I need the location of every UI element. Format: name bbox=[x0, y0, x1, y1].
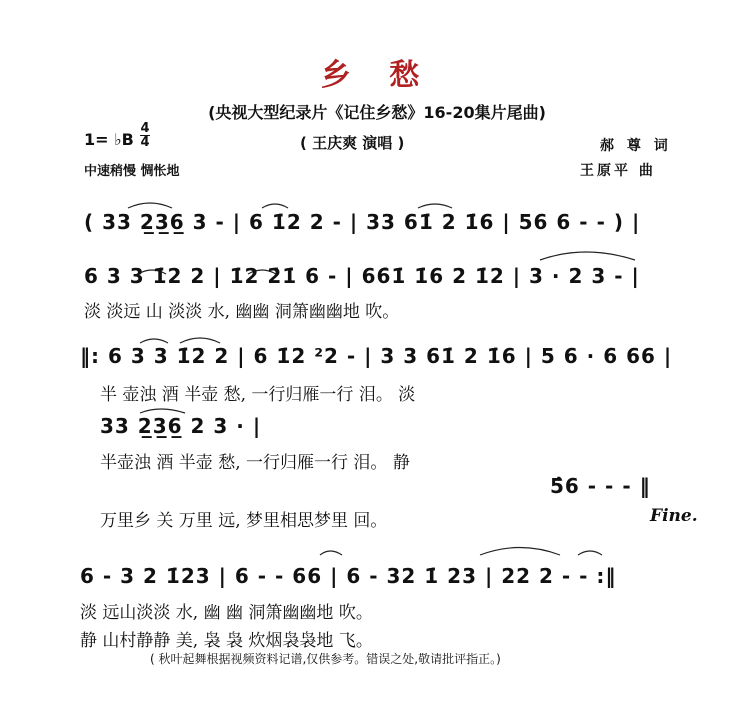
slur bbox=[540, 252, 635, 260]
time-top: 4 bbox=[140, 121, 150, 136]
lyrics-row-5: 万里乡 关 万里 远, 梦里相思梦里 回。 bbox=[100, 511, 388, 531]
slur bbox=[128, 203, 172, 208]
composer: 王原平 曲 bbox=[580, 163, 656, 179]
fine-marking: Fine. bbox=[650, 506, 698, 526]
singer: ( 王庆爽 演唱 ) bbox=[300, 134, 405, 152]
score-row-6: 6 - 3 2 1̇23 | 6 - - 66 | 6 - 32 1̇ 23 | 22 2 - - :‖ bbox=[80, 564, 617, 588]
slur bbox=[480, 548, 560, 556]
time-bottom: 4 bbox=[140, 135, 150, 150]
score-row-2: 6 3 3 1̇2 2 | 1̇2 2̇1̇ 6 - | 66̇1̇ 1̇6 2 1̇2 | 3 · 2 3 - | bbox=[84, 264, 640, 288]
slur bbox=[180, 338, 220, 343]
key-signature: 1= ♭B bbox=[84, 130, 134, 149]
lyrics-row-6-verse-2: 静 山村静静 美, 袅 袅 炊烟袅袅地 飞。 bbox=[80, 631, 373, 651]
slur bbox=[262, 204, 288, 208]
footnote: ( 秋叶起舞根据视频资料记谱,仅供参考。错误之处,敬请批评指正。) bbox=[150, 652, 501, 666]
score-row-1: ( 33 2̲3̲6̲ 3 - | 6 1̇2 2 - | 33 61̇ 2 1̇6 | 56 6 - - ) | bbox=[84, 210, 641, 234]
slur bbox=[578, 551, 602, 555]
lyrics-row-3: 半 壶浊 酒 半壶 愁, 一行归雁一行 泪。 淡 bbox=[100, 385, 416, 405]
score-row-4: 33 2̲3̲6̲ 2 3 · | bbox=[100, 414, 262, 438]
slur bbox=[140, 339, 168, 343]
slur bbox=[418, 204, 452, 208]
page-title: 乡 愁 bbox=[320, 58, 434, 93]
slur bbox=[140, 409, 185, 413]
tempo-marking: 中速稍慢 惆怅地 bbox=[84, 164, 180, 179]
lyrics-row-2: 淡 淡远 山 淡淡 水, 幽幽 洞箫幽幽地 吹。 bbox=[84, 302, 400, 322]
score-row-3: ‖: 6 3 3 1̇2 2 | 6 1̇2 ²2 - | 3 3 61̇ 2 1̇6 | 5 6 · 6 66 | bbox=[80, 344, 673, 368]
lyrics-row-4: 半壶浊 酒 半壶 愁, 一行归雁一行 泪。 静 bbox=[100, 453, 410, 473]
lyrics-row-6-verse-1: 淡 远山淡淡 水, 幽 幽 洞箫幽幽地 吹。 bbox=[80, 603, 373, 623]
lyricist: 郝 尊 词 bbox=[600, 138, 672, 154]
score-row-5: 5̂6 - - - ‖ bbox=[550, 474, 651, 498]
subtitle: (央视大型纪录片《记住乡愁》16-20集片尾曲) bbox=[208, 103, 546, 122]
slur bbox=[320, 551, 342, 555]
